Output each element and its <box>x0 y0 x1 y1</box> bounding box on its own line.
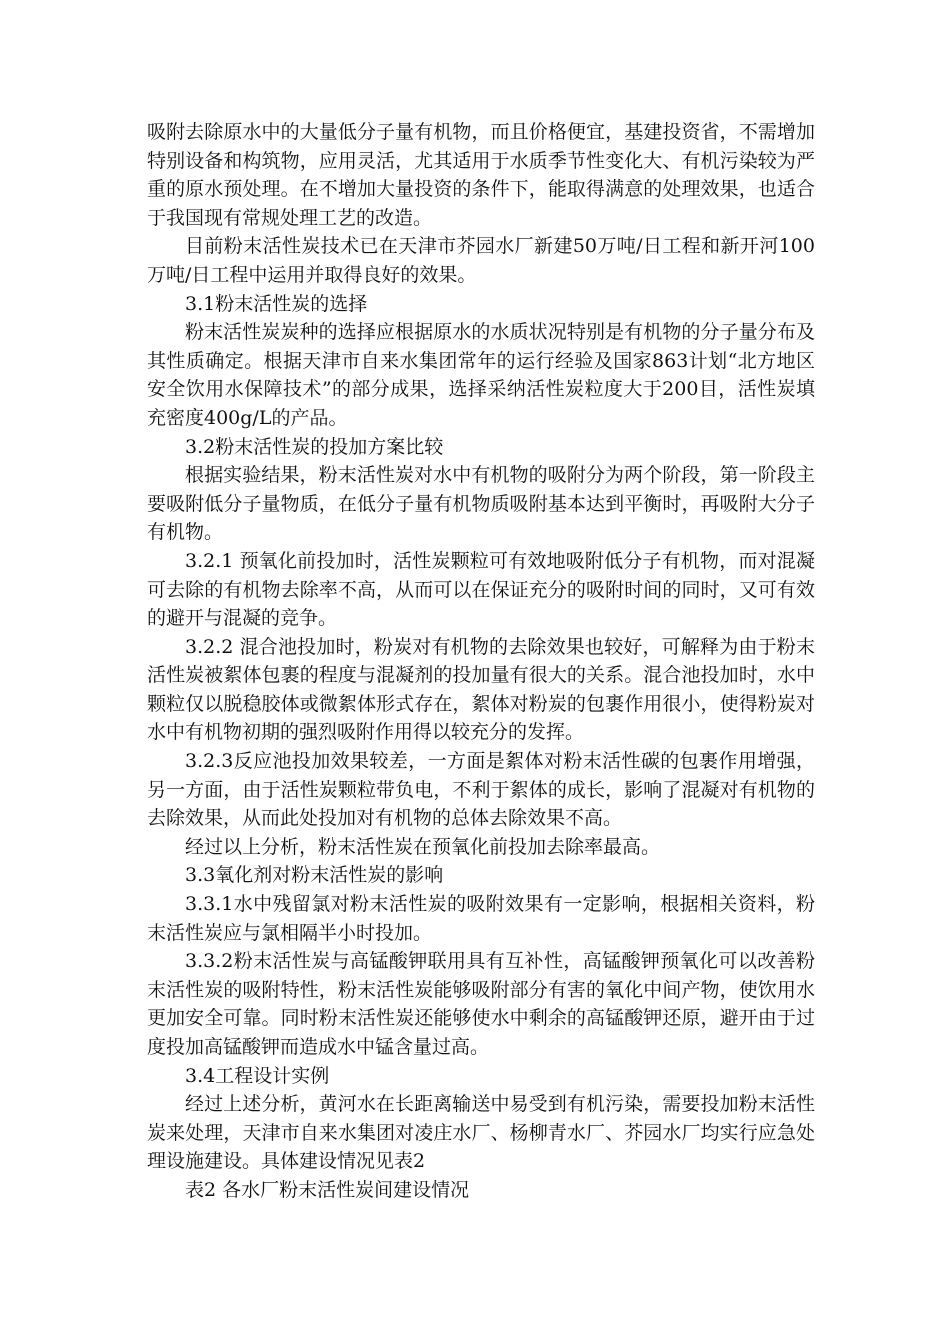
paragraph-3-3-2: 3.3.2粉末活性炭与高锰酸钾联用具有互补性，高锰酸钾预氧化可以改善粉末活性炭的吸附特性，粉末活性炭能够吸附部分有害的氧化中间产物，使饮用水更加安全可靠。同时粉末活性炭还能够使水中剩余的高锰酸钾还原，避开由于过度投加高锰酸钾而造成水中锰含量过高。 <box>147 950 815 1058</box>
paragraph-3-2-1: 3.2.1 预氧化前投加时，活性炭颗粒可有效地吸附低分子有机物，而对混凝可去除的有机物去除率不高，从而可以在保证充分的吸附时间的同时，又可有效的避开与混凝的竞争。 <box>147 549 815 630</box>
table-caption: 表2 各水厂粉末活性炭间建设情况 <box>185 1178 470 1201</box>
section-heading-3-4: 3.4工程设计实例 <box>185 1064 330 1087</box>
section-heading-3-2: 3.2粉末活性炭的投加方案比较 <box>185 435 444 458</box>
paragraph-3-2-2: 3.2.2 混合池投加时，粉炭对有机物的去除效果也较好，可解释为由于粉末活性炭被絮体包裹的程度与混凝剂的投加量有很大的关系。混合池投加时，水中颗粒仅以脱稳胶体或微絮体形式存在，絮体对粉炭的包裹作用很小，使得粉炭对水中有机物初期的强烈吸附作用得以较充分的发挥。 <box>147 635 815 744</box>
paragraph-analysis-conclusion: 经过以上分析，粉末活性炭在预氧化前投加去除率最高。 <box>185 835 661 858</box>
paragraph-application-cases: 目前粉末活性炭技术已在天津市芥园水厂新建50万吨/日工程和新开河100万吨/日工程中运用并取得良好的效果。 <box>147 235 815 286</box>
document-body <box>147 118 815 1205</box>
paragraph-3-3-1: 3.3.1水中残留氯对粉末活性炭的吸附效果有一定影响，根据相关资料，粉末活性炭应与氯相隔半小时投加。 <box>147 893 815 944</box>
paragraph-design-example: 经过上述分析，黄河水在长距离输送中易受到有机污染，需要投加粉末活性炭来处理，天津市自来水集团对凌庄水厂、杨柳青水厂、芥园水厂均实行应急处理设施建设。具体建设情况见表2 <box>147 1093 815 1173</box>
paragraph-carbon-selection: 粉末活性炭炭种的选择应根据原水的水质状况特别是有机物的分子量分布及其性质确定。根据天津市自来水集团常年的运行经验及国家863计划“北方地区安全饮用水保障技术”的部分成果，选择采纳活性炭粒度大于200目，活性炭填充密度400g/L的产品。 <box>147 321 815 429</box>
section-heading-3-3: 3.3氧化剂对粉末活性炭的影响 <box>185 864 444 887</box>
section-heading-3-1: 3.1粉末活性炭的选择 <box>185 292 368 315</box>
paragraph-intro-continued: 吸附去除原水中的大量低分子量有机物，而且价格便宜，基建投资省，不需增加特别设备和构筑物，应用灵活，尤其适用于水质季节性变化大、有机污染较为严重的原水预处理。在不增加大量投资的条件下，能取得满意的处理效果，也适合于我国现有常规处理工艺的改造。 <box>147 121 815 229</box>
paragraph-3-2-3: 3.2.3反应池投加效果较差，一方面是絮体对粉末活性碳的包裹作用增强，另一方面，由于活性炭颗粒带负电，不利于絮体的成长，影响了混凝对有机物的去除效果，从而此处投加对有机物的总体去除效果不高。 <box>147 750 815 830</box>
paragraph-adsorption-stages: 根据实验结果，粉末活性炭对水中有机物的吸附分为两个阶段，第一阶段主要吸附低分子量物质，在低分子量有机物质吸附基本达到平衡时，再吸附大分子有机物。 <box>147 464 815 544</box>
